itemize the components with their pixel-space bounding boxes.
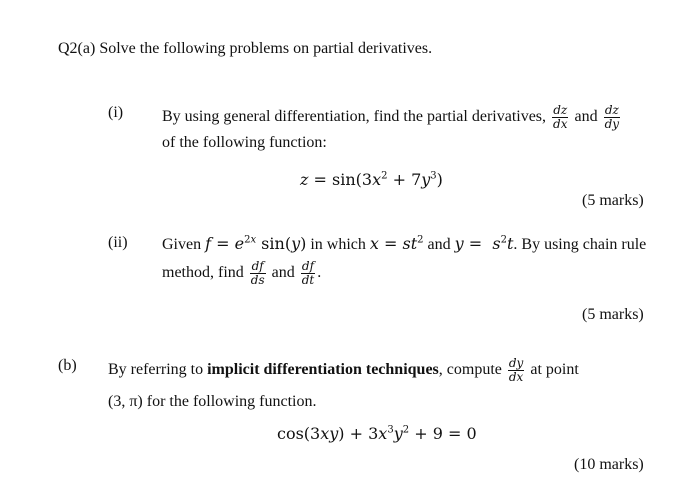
sub-i-text: By using general differentiation, find the partial derivatives, (162, 108, 547, 126)
dz-dy-fraction: $\frac{dz}{dy}$ (604, 103, 620, 131)
part-b-text-before: By referring to (108, 361, 204, 379)
part-b-label: (b) (58, 357, 77, 374)
method-find-text: method, find (162, 264, 244, 282)
df-ds-fraction: $\frac{df}{ds}$ (250, 259, 265, 287)
f-definition: $f = e^{2x}$ sin(y) (205, 234, 307, 253)
given-word: Given (162, 236, 202, 253)
sub-ii-line2: method, find $\frac{df}{ds}$ and $\frac{df}{dt}$ . (162, 259, 322, 287)
dy-dx-fraction: $\frac{dy}{dx}$ (508, 356, 524, 384)
dz-dx-fraction: $\frac{dz}{dx}$ (553, 103, 568, 131)
and-word: and (427, 236, 451, 253)
sub-ii-line1 (162, 234, 646, 254)
question-title: Q2(a) Solve the following problems on partial derivatives. (58, 40, 433, 57)
and2-word: and (271, 264, 295, 282)
x-definition: $x = st^2$ (369, 234, 424, 253)
in-which-text: in which (310, 236, 366, 253)
sub-i-line2: of the following function: (162, 134, 327, 151)
sub-i-line1 (162, 104, 622, 131)
implicit-equation: $\cos(3xy) + 3x^3y^2 + 9 = 0$ (277, 424, 477, 443)
part-b-line1 (108, 357, 579, 384)
sub-ii-label: (ii) (108, 234, 128, 251)
chain-rule-text: . By using chain rule (513, 236, 647, 253)
implicit-differentiation-bold: implicit differentiation techniques (207, 361, 439, 379)
y-definition: $y = s^2t$ (454, 234, 514, 253)
sub-i-label: (i) (108, 104, 124, 121)
part-b-compute: , compute (438, 361, 502, 379)
sub-i-and: and (574, 108, 598, 126)
part-b-marks: (10 marks) (574, 456, 644, 473)
df-dt-fraction: $\frac{df}{dt}$ (301, 259, 315, 287)
part-b-point-line: (3, π) for the following function. (108, 393, 317, 410)
part-b-at-point: at point (530, 361, 579, 379)
sub-ii-marks: (5 marks) (582, 306, 644, 323)
sub-i-marks: (5 marks) (582, 192, 644, 209)
function-z-equation: $z = \sin(3x^2 + 7y^3)$ (300, 170, 443, 189)
